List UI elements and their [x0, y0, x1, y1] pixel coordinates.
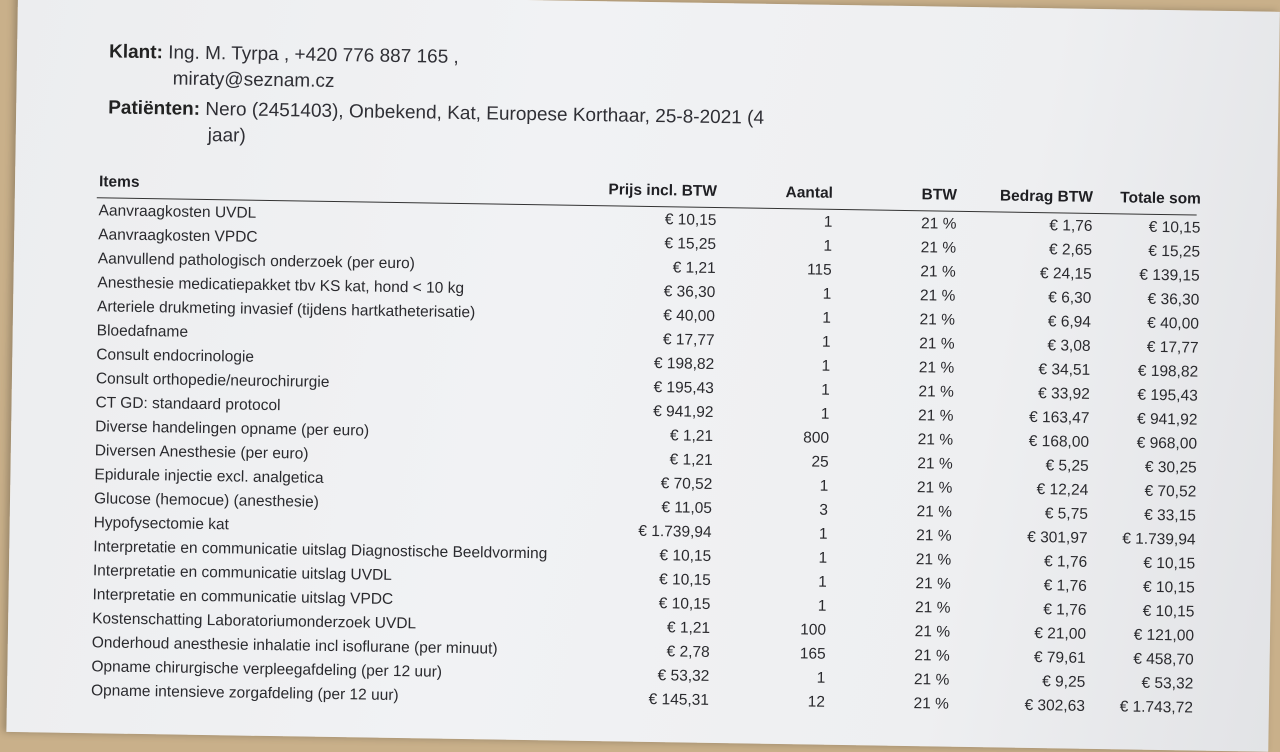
cell-prijs: € 15,25 [664, 235, 717, 253]
cell-prijs: € 10,15 [658, 595, 711, 613]
cell-totaal: € 139,15 [1139, 266, 1200, 285]
cell-totaal: € 17,77 [1146, 338, 1199, 357]
cell-aantal: 1 [820, 405, 830, 423]
cell-bedrag: € 34,51 [1038, 361, 1091, 379]
cell-item: Hypofysectomie kat [93, 514, 230, 534]
cell-totaal: € 195,43 [1137, 386, 1198, 405]
items-table [89, 173, 1202, 719]
cell-btw: 21 % [917, 455, 953, 473]
cell-btw: 21 % [920, 215, 957, 233]
cell-aantal: 1 [822, 309, 832, 327]
cell-item: Kostenschatting Laboratoriumonderzoek UVDL [92, 610, 417, 633]
cell-totaal: € 10,15 [1142, 578, 1195, 597]
cell-totaal: € 30,25 [1144, 458, 1197, 477]
cell-totaal: € 53,32 [1141, 674, 1194, 693]
cell-aantal: 1 [818, 549, 828, 567]
cell-btw: 21 % [920, 239, 957, 257]
cell-item: Opname intensieve zorgafdeling (per 12 uur) [90, 682, 399, 705]
cell-btw: 21 % [913, 695, 950, 713]
patient-block [108, 97, 809, 156]
cell-totaal: € 40,00 [1147, 314, 1200, 333]
cell-bedrag: € 2,65 [1048, 241, 1093, 259]
cell-prijs: € 53,32 [657, 667, 710, 685]
cell-btw: 21 % [917, 407, 954, 425]
cell-btw: 21 % [919, 311, 956, 329]
cell-totaal: € 1.743,72 [1119, 698, 1194, 717]
cell-bedrag: € 1,76 [1049, 217, 1093, 235]
cell-prijs: € 145,31 [648, 690, 710, 709]
cell-bedrag: € 1,76 [1043, 601, 1087, 619]
cell-bedrag: € 6,30 [1048, 289, 1092, 307]
header-aantal: Aantal [785, 184, 834, 202]
cell-btw: 21 % [914, 623, 951, 641]
cell-btw: 21 % [914, 599, 951, 617]
cell-bedrag: € 5,25 [1045, 457, 1089, 475]
cell-aantal: 115 [806, 261, 832, 279]
cell-btw: 21 % [913, 671, 950, 689]
cell-item: Glucose (hemocue) (anesthesie) [93, 490, 320, 511]
cell-bedrag: € 3,08 [1047, 337, 1091, 355]
cell-aantal: 1 [819, 477, 829, 495]
cell-btw: 21 % [919, 287, 956, 305]
header-totaal: Totale som [1120, 189, 1202, 208]
cell-item: Arteriele drukmeting invasief (tijdens hartkatheterisatie) [96, 298, 476, 322]
cell-btw: 21 % [915, 575, 951, 593]
cell-totaal: € 10,15 [1148, 218, 1201, 237]
cell-aantal: 1 [818, 525, 828, 543]
cell-totaal: € 458,70 [1133, 650, 1194, 669]
cell-bedrag: € 79,61 [1033, 649, 1086, 667]
cell-totaal: € 121,00 [1133, 626, 1195, 645]
cell-aantal: 1 [823, 213, 833, 231]
cell-prijs: € 10,15 [664, 211, 717, 229]
patient-line1: Nero (2451403), Onbekend, Kat, Europese Korthaar, 25-8-2021 (4 [205, 98, 765, 129]
cell-item: Bloedafname [96, 322, 189, 341]
cell-item: Interpretatie en communicatie uitslag Diagnostische Beeldvorming [93, 538, 548, 563]
cell-totaal: € 968,00 [1136, 434, 1198, 453]
cell-item: Aanvraagkosten VPDC [98, 226, 258, 246]
cell-aantal: 3 [819, 501, 829, 519]
cell-aantal: 1 [822, 285, 832, 303]
cell-item: Interpretatie en communicatie uitslag VPDC [92, 586, 394, 608]
cell-totaal: € 941,92 [1136, 410, 1198, 429]
cell-prijs: € 195,43 [653, 379, 714, 397]
cell-prijs: € 36,30 [663, 283, 716, 301]
client-line1: Ing. M. Tyrpa , +420 776 887 165 , [168, 42, 459, 68]
cell-aantal: 1 [818, 573, 827, 591]
cell-item: Epidurale injectie excl. analgetica [94, 466, 324, 487]
cell-aantal: 1 [821, 357, 831, 375]
cell-aantal: 165 [799, 645, 826, 663]
cell-btw: 21 % [919, 335, 955, 353]
cell-totaal: € 33,15 [1144, 506, 1197, 525]
cell-prijs: € 10,15 [659, 547, 712, 565]
cell-bedrag: € 33,92 [1037, 385, 1090, 403]
cell-prijs: € 2,78 [666, 643, 710, 661]
cell-btw: 21 % [916, 503, 953, 521]
cell-aantal: 12 [807, 693, 826, 711]
header-prijs: Prijs incl. BTW [608, 181, 718, 201]
cell-bedrag: € 21,00 [1034, 625, 1087, 643]
header-items: Items [98, 173, 140, 191]
cell-item: CT GD: standaard protocol [95, 394, 281, 415]
cell-prijs: € 70,52 [660, 475, 713, 493]
cell-totaal: € 15,25 [1148, 242, 1201, 261]
cell-bedrag: € 168,00 [1028, 432, 1090, 451]
show-through-text [1101, 29, 1223, 141]
cell-item: Diverse handelingen opname (per euro) [95, 418, 370, 440]
patient-label: Patiënten: [108, 97, 201, 120]
client-block [108, 41, 458, 94]
cell-prijs: € 10,15 [658, 571, 711, 589]
cell-btw: 21 % [914, 647, 950, 665]
cell-bedrag: € 163,47 [1028, 408, 1090, 427]
cell-bedrag: € 24,15 [1039, 265, 1092, 283]
cell-item: Aanvraagkosten UVDL [98, 202, 257, 222]
cell-prijs: € 40,00 [663, 307, 716, 325]
cell-aantal: 100 [800, 621, 827, 639]
cell-prijs: € 198,82 [653, 355, 715, 373]
patient-line2: jaar) [207, 124, 246, 147]
cell-prijs: € 1,21 [669, 427, 714, 445]
client-email: miraty@seznam.cz [172, 68, 335, 92]
cell-btw: 21 % [916, 479, 953, 497]
cell-prijs: € 1,21 [669, 451, 713, 469]
cell-btw: 21 % [916, 527, 952, 545]
cell-item: Consult endocrinologie [96, 346, 255, 366]
cell-bedrag: € 302,63 [1024, 696, 1086, 715]
cell-aantal: 1 [821, 333, 831, 351]
cell-prijs: € 1,21 [672, 259, 716, 277]
cell-item: Onderhoud anesthesie inhalatie incl isoflurane (per minuut) [91, 634, 498, 658]
cell-btw: 21 % [915, 551, 952, 569]
cell-bedrag: € 1,76 [1043, 553, 1088, 571]
cell-bedrag: € 12,24 [1036, 481, 1089, 499]
cell-btw: 21 % [918, 359, 955, 377]
cell-totaal: € 10,15 [1143, 554, 1196, 573]
cell-prijs: € 1,21 [666, 619, 711, 637]
cell-item: Diversen Anesthesie (per euro) [94, 442, 309, 463]
header-bedrag: Bedrag BTW [999, 187, 1094, 206]
cell-aantal: 1 [821, 381, 830, 399]
cell-bedrag: € 301,97 [1027, 528, 1088, 547]
cell-btw: 21 % [920, 263, 956, 281]
cell-aantal: 1 [817, 597, 827, 615]
cell-btw: 21 % [918, 383, 954, 401]
cell-bedrag: € 6,94 [1047, 313, 1092, 331]
cell-item: Interpretatie en communicatie uitslag UVDL [92, 562, 392, 584]
cell-prijs: € 941,92 [653, 403, 714, 421]
cell-bedrag: € 5,75 [1044, 505, 1089, 523]
cell-item: Aanvullend pathologisch onderzoek (per euro) [97, 250, 416, 273]
cell-aantal: 1 [823, 237, 833, 255]
cell-item: Opname chirurgische verpleegafdeling (per 12 uur) [91, 658, 443, 681]
cell-prijs: € 11,05 [661, 499, 713, 517]
cell-btw: 21 % [917, 431, 954, 449]
cell-item: Anesthesie medicatiepakket tbv KS kat, hond < 10 kg [97, 274, 465, 298]
cell-bedrag: € 1,76 [1043, 577, 1087, 595]
invoice-paper [6, 0, 1279, 752]
cell-totaal: € 1.739,94 [1122, 530, 1196, 549]
cell-bedrag: € 9,25 [1042, 673, 1086, 691]
cell-aantal: 1 [816, 669, 826, 687]
cell-prijs: € 1.739,94 [638, 522, 712, 541]
cell-aantal: 800 [803, 429, 830, 447]
cell-totaal: € 10,15 [1142, 602, 1195, 621]
cell-totaal: € 36,30 [1147, 290, 1200, 309]
header-btw: BTW [921, 186, 958, 204]
client-label: Klant: [108, 41, 164, 64]
cell-item: Consult orthopedie/neurochirurgie [95, 370, 330, 391]
cell-prijs: € 17,77 [662, 331, 715, 349]
cell-totaal: € 70,52 [1144, 482, 1197, 501]
cell-aantal: 25 [811, 453, 829, 471]
cell-totaal: € 198,82 [1137, 362, 1199, 381]
